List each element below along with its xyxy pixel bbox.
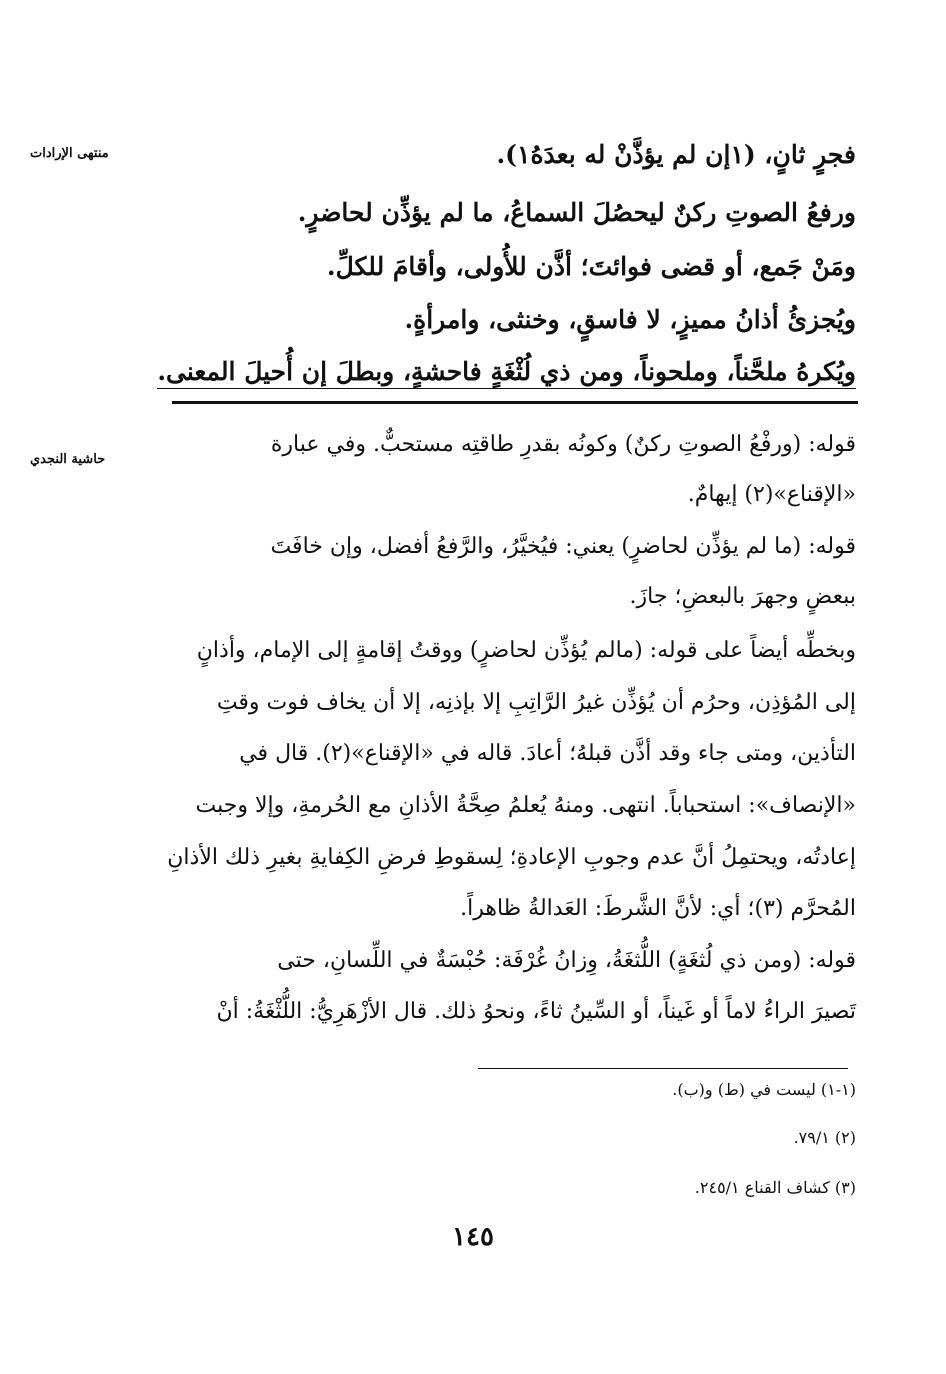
sharh-line-2: «الإقناع»(٢) إيهامٌ. bbox=[687, 482, 856, 507]
sharh-line-5: وبخطِّه أيضاً على قوله: (مالم يُؤذِّن لحاضرٍ) ووقتُ إقامةٍ إلى الإمام، وأذانٍ bbox=[196, 638, 856, 663]
footnote-1: (١-١) ليست في (ط) و(ب). bbox=[672, 1080, 856, 1099]
side-label-commentary-title: حاشية النجدي bbox=[30, 452, 106, 467]
matn-line-2: ورفعُ الصوتِ ركنٌ ليحصُلَ السماعُ، ما لم يؤذِّن لحاضرٍ. bbox=[297, 198, 856, 227]
footnote-2: (٢) ٧٩/١. bbox=[793, 1128, 856, 1147]
footnote-3: (٣) كشاف القناع ٢٤٥/١. bbox=[694, 1178, 856, 1197]
footnote-separator-rule bbox=[478, 1068, 848, 1069]
sharh-line-6: إلى المُؤذِن، وحرُم أن يُؤذِّن غيرُ الرَّاتِبِ إلا بإذنِه، إلا أن يخاف فوت وقتِ bbox=[216, 690, 856, 715]
sharh-line-1: قوله: (ورفْعُ الصوتِ ركنٌ) وكونُه بقدرِ طاقتِه مستحبٌّ. وفي عبارة bbox=[270, 432, 856, 457]
main-separator-rule bbox=[172, 401, 858, 404]
sharh-line-4: ببعضٍ وجهرَ بالبعضِ؛ جازَ. bbox=[629, 584, 856, 609]
sharh-line-8: «الإنصاف»: استحباباً. انتهى. ومنهُ يُعلمُ صِحَّةُ الأذانِ مع الحُرمةِ، وإلا وجبت bbox=[195, 793, 856, 818]
matn-line-5 bbox=[157, 357, 856, 386]
matn-line-5-text: ويُكرهُ ملحَّناً، وملحوناً، ومن ذي لُثْغَةٍ فاحشةٍ، وبطلَ إن أُحيلَ المعنى. bbox=[157, 357, 856, 389]
page-number: ١٤٥ bbox=[452, 1222, 494, 1252]
side-label-book-title: منتهى الإرادات bbox=[30, 146, 109, 161]
sharh-line-7: التأذين، ومتى جاء وقد أذَّن قبلهُ؛ أعادَ. قاله في «الإقناع»(٢). قال في bbox=[239, 741, 856, 766]
sharh-line-10: المُحرَّم (٣)؛ أي: لأنَّ الشَّرطَ: العَدالةُ ظاهراً. bbox=[460, 896, 856, 921]
sharh-line-9: إعادتُه، ويحتمِلُ أنَّ عدم وجوبِ الإعادةِ؛ لِسقوطِ فرضِ الكِفايةِ بغيرِ ذلك الأذانِ bbox=[167, 845, 856, 870]
matn-line-1: فجرٍ ثانٍ، (١إن لم يؤذَّنْ له بعدَهُ١). bbox=[496, 140, 856, 169]
sharh-line-3: قوله: (ما لم يؤذِّن لحاضرٍ) يعني: فيُخيَّرُ، والرَّفعُ أفضل، وإن خافَتَ bbox=[270, 534, 856, 559]
sharh-line-11: قوله: (ومن ذي لُثغَةٍ) اللُّثغَةُ، وِزانُ غُرْفَة: حُبْسَةٌ في اللِّسانِ، حتى bbox=[277, 948, 856, 973]
matn-line-4: ويُجزئُ أذانُ مميزٍ، لا فاسقٍ، وخنثى، وامرأةٍ. bbox=[404, 305, 856, 334]
matn-line-3: ومَنْ جَمع، أو قضى فوائتَ؛ أذَّن للأُولى، وأقامَ للكلِّ. bbox=[326, 252, 856, 281]
sharh-line-12: تَصيرَ الراءُ لاماً أو غَيناً، أو السِّينُ ثاءً، ونحوُ ذلك. قال الأزْهَرِيُّ: اللُّثْغَةُ: أنْ bbox=[216, 999, 856, 1024]
